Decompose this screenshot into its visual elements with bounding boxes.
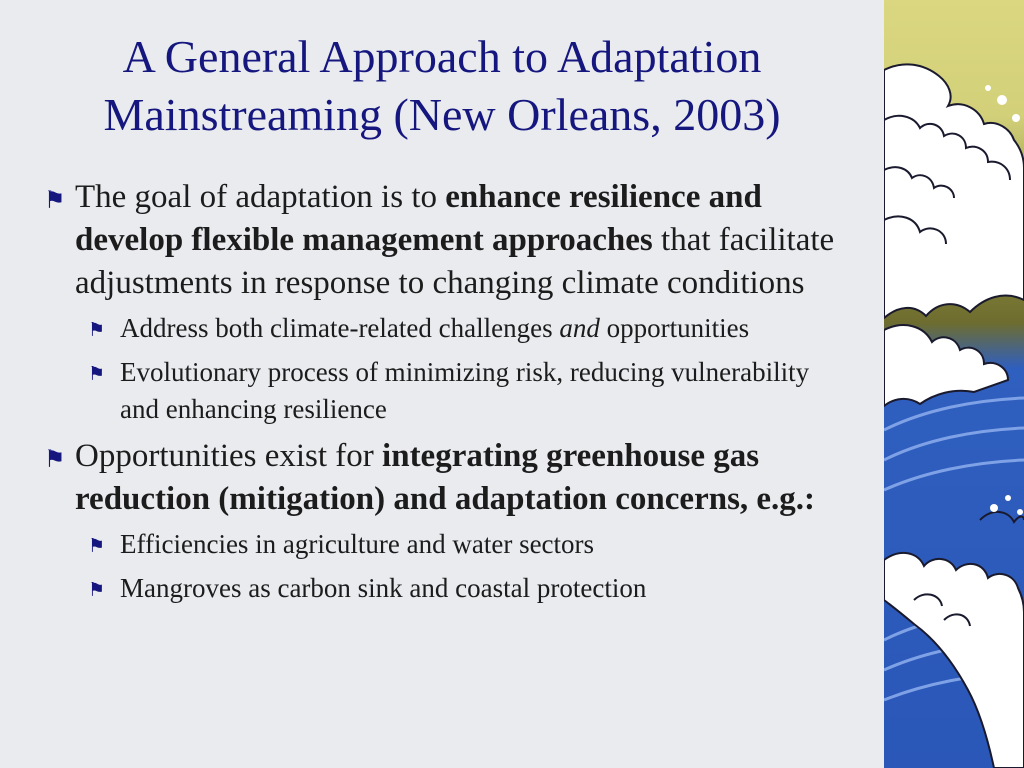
sub-bullet-item (75, 526, 840, 563)
bullet-item (40, 435, 840, 607)
title-line-1: A General Approach to Adaptation (122, 31, 762, 82)
sub-bullet-text: Evolutionary process of minimizing risk, reducing vulnerability and enhancing resilience (120, 357, 810, 424)
sub-bullet-item (75, 354, 840, 428)
sub-bullet-flag-icon: ⚑ (88, 535, 106, 557)
sub-bullet-text: Efficiencies in agriculture and water sectors (120, 529, 595, 559)
sub-bullet-item (75, 310, 840, 347)
bullet-text: Opportunities exist for (75, 438, 383, 474)
sub-bullet-italic-text: and (559, 313, 600, 343)
bullet-bold-text: enhance resilience and develop flexible management approaches (75, 179, 762, 258)
wave-illustration (884, 0, 1024, 768)
sub-bullet-flag-icon: ⚑ (88, 319, 106, 341)
sub-bullet-list (75, 526, 840, 607)
slide-title (20, 28, 864, 144)
bullet-text: The goal of adaptation is to (75, 179, 446, 215)
bullet-bold-text: integrating greenhouse gas reduction (mitigation) and adaptation concerns, e.g.: (75, 438, 816, 517)
title-line-2: Mainstreaming (New Orleans, 2003) (103, 89, 781, 140)
bullet-flag-icon: ⚑ (44, 445, 66, 473)
sub-bullet-flag-icon: ⚑ (88, 363, 106, 385)
bullet-flag-icon: ⚑ (44, 186, 66, 214)
bullet-item (40, 176, 840, 428)
sub-bullet-item (75, 570, 840, 607)
bullet-list (40, 176, 840, 614)
bullet-text: that facilitate adjustments in response to changing climate conditions (75, 222, 835, 301)
sub-bullet-list (75, 310, 840, 428)
wave-art-panel (884, 0, 1024, 768)
sub-bullet-flag-icon: ⚑ (88, 579, 106, 601)
sub-bullet-text: Mangroves as carbon sink and coastal protection (120, 573, 647, 603)
sub-bullet-text: Address both climate-related challenges (120, 313, 560, 343)
sub-bullet-text: opportunities (599, 313, 750, 343)
